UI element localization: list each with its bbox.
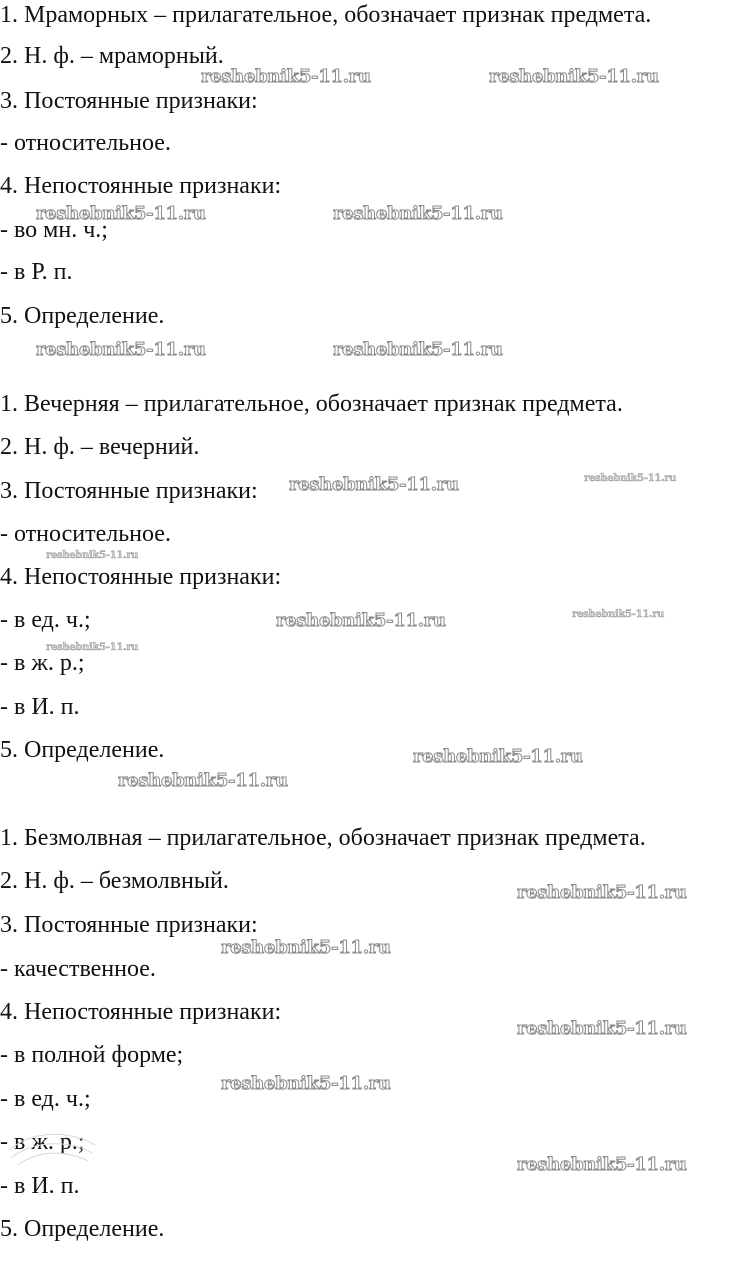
- watermark-text: reshebnik5-11.ru: [517, 1018, 687, 1039]
- entry-3-constant-head: 3. Постоянные признаки:: [0, 912, 258, 938]
- entry-2-role: 5. Определение.: [0, 737, 165, 763]
- entry-2-title: 1. Вечерняя – прилагательное, обозначает признак предмета.: [0, 391, 623, 417]
- watermark-text: reshebnik5-11.ru: [46, 642, 139, 653]
- entry-3-variable-head: 4. Непостоянные признаки:: [0, 999, 282, 1025]
- entry-1-variable-item: - в Р. п.: [0, 259, 73, 285]
- watermark-text: reshebnik5-11.ru: [289, 474, 459, 495]
- watermark-text: reshebnik5-11.ru: [36, 203, 206, 224]
- entry-2-variable-item: - в ж. р.;: [0, 650, 85, 676]
- watermark-text: reshebnik5-11.ru: [489, 66, 659, 87]
- entry-1-constant-head: 3. Постоянные признаки:: [0, 88, 258, 114]
- watermark-text: reshebnik5-11.ru: [333, 203, 503, 224]
- entry-3-constant-item: - качественное.: [0, 956, 156, 982]
- entry-1-title: 1. Мраморных – прилагательное, обозначает признак предмета.: [0, 2, 652, 28]
- entry-3-variable-item: - в ж. р.;: [0, 1129, 85, 1155]
- watermark-text: reshebnik5-11.ru: [201, 66, 371, 87]
- entry-1-initial-form: 2. Н. ф. – мраморный.: [0, 43, 224, 69]
- entry-3-initial-form: 2. Н. ф. – безмолвный.: [0, 868, 229, 894]
- watermark-text: reshebnik5-11.ru: [221, 1073, 391, 1094]
- watermark-text: reshebnik5-11.ru: [572, 609, 665, 620]
- entry-2-initial-form: 2. Н. ф. – вечерний.: [0, 434, 200, 460]
- scan-smudge: [0, 1095, 110, 1205]
- entry-3-variable-item: - в И. п.: [0, 1173, 80, 1199]
- entry-1-variable-item: - во мн. ч.;: [0, 217, 108, 243]
- watermark-text: reshebnik5-11.ru: [36, 339, 206, 360]
- watermark-text: reshebnik5-11.ru: [517, 1154, 687, 1175]
- entry-3-role: 5. Определение.: [0, 1216, 165, 1242]
- watermark-text: reshebnik5-11.ru: [517, 882, 687, 903]
- watermark-text: reshebnik5-11.ru: [333, 339, 503, 360]
- watermark-text: reshebnik5-11.ru: [584, 473, 677, 484]
- entry-1-variable-head: 4. Непостоянные признаки:: [0, 173, 282, 199]
- entry-1-role: 5. Определение.: [0, 303, 165, 329]
- entry-2-variable-head: 4. Непостоянные признаки:: [0, 564, 282, 590]
- watermark-text: reshebnik5-11.ru: [221, 937, 391, 958]
- watermark-text: reshebnik5-11.ru: [413, 746, 583, 767]
- entry-2-constant-head: 3. Постоянные признаки:: [0, 478, 258, 504]
- entry-3-variable-item: - в полной форме;: [0, 1042, 184, 1068]
- entry-3-variable-item: - в ед. ч.;: [0, 1086, 91, 1112]
- watermark-text: reshebnik5-11.ru: [46, 550, 139, 561]
- entry-1-constant-item: - относительное.: [0, 130, 171, 156]
- entry-2-variable-item: - в ед. ч.;: [0, 607, 91, 633]
- watermark-text: reshebnik5-11.ru: [276, 610, 446, 631]
- entry-2-constant-item: - относительное.: [0, 521, 171, 547]
- watermark-text: reshebnik5-11.ru: [118, 770, 288, 791]
- entry-3-title: 1. Безмолвная – прилагательное, обозначает признак предмета.: [0, 825, 646, 851]
- entry-2-variable-item: - в И. п.: [0, 694, 80, 720]
